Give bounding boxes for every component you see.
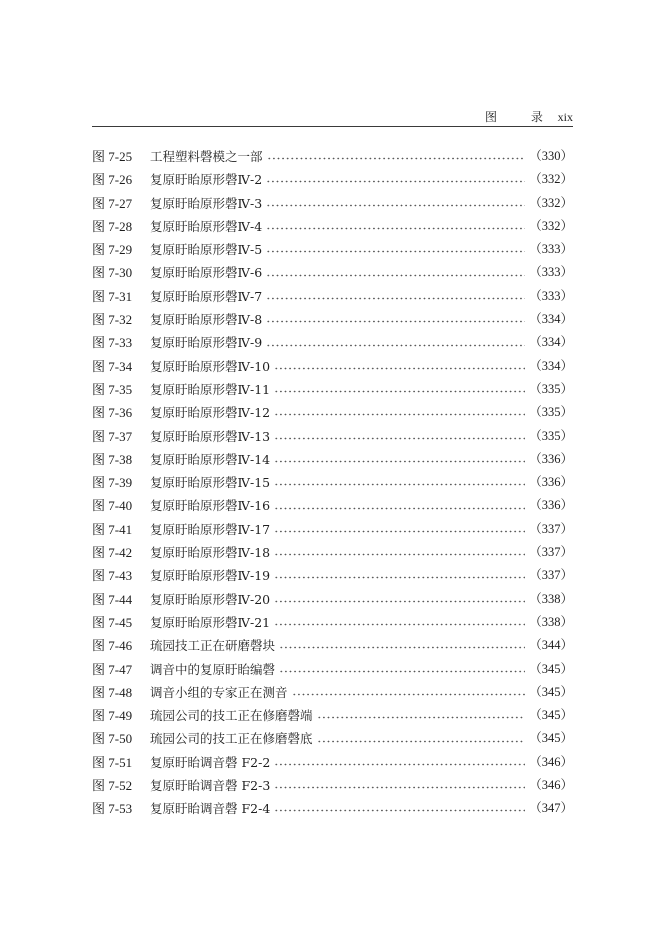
figure-number: 图 7-53	[92, 801, 133, 817]
page-number: （344）	[529, 638, 573, 653]
toc-entry	[92, 145, 573, 168]
toc-entry	[92, 774, 573, 797]
figure-title: 复原盱眙调音磬 F2-4	[150, 801, 271, 817]
header-text	[485, 108, 573, 125]
figure-title: 复原盱眙原形磬Ⅳ-21	[150, 614, 271, 630]
figure-number: 图 7-42	[92, 545, 133, 561]
figure-title: 琉园公司的技工正在修磨磬端	[150, 708, 313, 724]
figure-title: 复原盱眙原形磬Ⅳ-15	[150, 475, 271, 491]
page-number: （330）	[529, 149, 573, 163]
figure-title: 复原盱眙调音磬 F2-2	[150, 754, 271, 770]
toc-entry	[92, 471, 573, 494]
header-title: 图 录	[485, 110, 558, 124]
header-page-label: xix	[557, 110, 573, 124]
dot-leader	[274, 413, 525, 416]
page-number: （345）	[529, 661, 573, 676]
toc-entry	[92, 378, 573, 401]
dot-leader	[266, 250, 525, 253]
toc-entry	[92, 261, 573, 284]
page-number: （335）	[529, 428, 573, 443]
figure-number: 图 7-32	[92, 312, 133, 328]
page-number: （333）	[529, 265, 573, 280]
figure-number: 图 7-40	[92, 498, 133, 514]
page-number: （335）	[529, 381, 573, 396]
dot-leader	[274, 763, 525, 766]
toc-entry	[92, 331, 573, 354]
toc-entry	[92, 192, 573, 215]
page-number: （333）	[529, 242, 573, 257]
figure-number: 图 7-38	[92, 451, 133, 467]
toc-entry	[92, 448, 573, 471]
figure-number: 图 7-28	[92, 218, 133, 234]
dot-leader	[279, 670, 525, 673]
toc-entry	[92, 564, 573, 587]
figure-number: 图 7-52	[92, 778, 133, 794]
figure-title: 复原盱眙原形磬Ⅳ-17	[150, 521, 271, 537]
dot-leader	[279, 646, 525, 649]
toc-entry	[92, 681, 573, 704]
page-number: （334）	[529, 358, 573, 373]
page-number: （337）	[529, 521, 573, 536]
dot-leader	[274, 367, 525, 370]
dot-leader	[266, 320, 525, 323]
figure-number: 图 7-31	[92, 288, 133, 304]
figure-number: 图 7-50	[92, 731, 133, 747]
figure-number: 图 7-45	[92, 614, 133, 630]
dot-leader	[274, 507, 525, 510]
figure-title: 复原盱眙原形磬Ⅳ-11	[150, 381, 271, 397]
toc-entry	[92, 588, 573, 611]
toc-entry	[92, 168, 573, 191]
figure-number: 图 7-48	[92, 684, 133, 700]
dot-leader	[267, 157, 526, 160]
page-number: （338）	[529, 591, 573, 606]
figure-title: 调音小组的专家正在测音	[150, 684, 288, 700]
dot-leader	[274, 786, 525, 789]
figure-title: 复原盱眙原形磬Ⅳ-9	[150, 335, 263, 351]
toc-entry	[92, 518, 573, 541]
figure-number: 图 7-30	[92, 265, 133, 281]
dot-leader	[317, 740, 526, 743]
dot-leader	[274, 623, 525, 626]
dot-leader	[274, 437, 525, 440]
figure-number: 图 7-39	[92, 475, 133, 491]
toc-entry	[92, 704, 573, 727]
dot-leader	[266, 204, 525, 207]
toc-entry	[92, 238, 573, 261]
page-number: （332）	[529, 172, 573, 187]
page-number: （336）	[529, 451, 573, 466]
figure-title: 复原盱眙原形磬Ⅳ-3	[150, 195, 263, 211]
dot-leader	[274, 809, 525, 812]
page-number: （336）	[529, 498, 573, 513]
dot-leader	[266, 274, 525, 277]
dot-leader	[274, 576, 525, 579]
dot-leader	[274, 390, 525, 393]
dot-leader	[317, 716, 526, 719]
page-number: （334）	[529, 312, 573, 327]
running-header	[92, 104, 573, 127]
figure-title: 复原盱眙原形磬Ⅳ-7	[150, 288, 263, 304]
dot-leader	[266, 180, 525, 183]
figure-title: 调音中的复原盱眙编磬	[150, 661, 276, 677]
dot-leader	[274, 553, 525, 556]
figure-title: 复原盱眙原形磬Ⅳ-13	[150, 428, 271, 444]
toc-entry	[92, 751, 573, 774]
dot-leader	[266, 344, 525, 347]
page-number: （334）	[529, 335, 573, 350]
page-number: （346）	[529, 754, 573, 769]
figure-number: 图 7-44	[92, 591, 133, 607]
toc-entry	[92, 727, 573, 750]
figure-title: 琉园技工正在研磨磬块	[150, 638, 276, 654]
toc-entry	[92, 401, 573, 424]
page-number: （345）	[529, 708, 573, 723]
page-number: （335）	[529, 405, 573, 420]
figure-number: 图 7-25	[92, 149, 133, 164]
page-number: （345）	[529, 731, 573, 746]
dot-leader	[274, 530, 525, 533]
toc-entry	[92, 611, 573, 634]
figure-number: 图 7-49	[92, 708, 133, 724]
page-number: （332）	[529, 218, 573, 233]
figure-title: 复原盱眙原形磬Ⅳ-10	[150, 358, 271, 374]
figure-number: 图 7-35	[92, 381, 133, 397]
toc-entry	[92, 355, 573, 378]
toc-entry	[92, 308, 573, 331]
page-number: （345）	[529, 684, 573, 699]
toc-entry	[92, 215, 573, 238]
dot-leader	[274, 483, 525, 486]
toc-entry	[92, 425, 573, 448]
toc-entry	[92, 285, 573, 308]
page-number: （346）	[529, 778, 573, 793]
figure-number: 图 7-37	[92, 428, 133, 444]
figure-title: 复原盱眙原形磬Ⅳ-8	[150, 312, 263, 328]
figure-number: 图 7-29	[92, 242, 133, 258]
figure-title: 复原盱眙原形磬Ⅳ-20	[150, 591, 271, 607]
page-number: （336）	[529, 475, 573, 490]
dot-leader	[266, 227, 525, 230]
dot-leader	[274, 460, 525, 463]
figure-title: 复原盱眙原形磬Ⅳ-6	[150, 265, 263, 281]
toc-entry	[92, 797, 573, 820]
figure-title: 复原盱眙原形磬Ⅳ-19	[150, 568, 271, 584]
figure-number: 图 7-46	[92, 638, 133, 654]
figure-title: 复原盱眙调音磬 F2-3	[150, 778, 271, 794]
dot-leader	[266, 297, 525, 300]
figure-number: 图 7-33	[92, 335, 133, 351]
page-number: （347）	[529, 801, 573, 816]
page-number: （338）	[529, 614, 573, 629]
toc-entry	[92, 634, 573, 657]
figure-list	[92, 145, 573, 821]
figure-number: 图 7-41	[92, 521, 133, 537]
figure-title: 琉园公司的技工正在修磨磬底	[150, 731, 313, 747]
figure-title: 复原盱眙原形磬Ⅳ-18	[150, 545, 271, 561]
figure-number: 图 7-26	[92, 172, 133, 188]
figure-title: 复原盱眙原形磬Ⅳ-12	[150, 405, 271, 421]
figure-number: 图 7-34	[92, 358, 133, 374]
page-number: （337）	[529, 568, 573, 583]
figure-title: 复原盱眙原形磬Ⅳ-4	[150, 218, 263, 234]
figure-title: 复原盱眙原形磬Ⅳ-5	[150, 242, 263, 258]
figure-number: 图 7-36	[92, 405, 133, 421]
figure-title: 工程塑料磬模之一部	[150, 149, 263, 164]
dot-leader	[292, 693, 526, 696]
figure-title: 复原盱眙原形磬Ⅳ-14	[150, 451, 271, 467]
page-number: （337）	[529, 545, 573, 560]
page-number: （332）	[529, 195, 573, 210]
figure-number: 图 7-47	[92, 661, 133, 677]
figure-number: 图 7-43	[92, 568, 133, 584]
toc-entry	[92, 494, 573, 517]
dot-leader	[274, 600, 525, 603]
figure-title: 复原盱眙原形磬Ⅳ-16	[150, 498, 271, 514]
figure-number: 图 7-51	[92, 754, 133, 770]
page-number: （333）	[529, 288, 573, 303]
figure-number: 图 7-27	[92, 195, 133, 211]
toc-entry	[92, 658, 573, 681]
toc-entry	[92, 541, 573, 564]
figure-title: 复原盱眙原形磬Ⅳ-2	[150, 172, 263, 188]
